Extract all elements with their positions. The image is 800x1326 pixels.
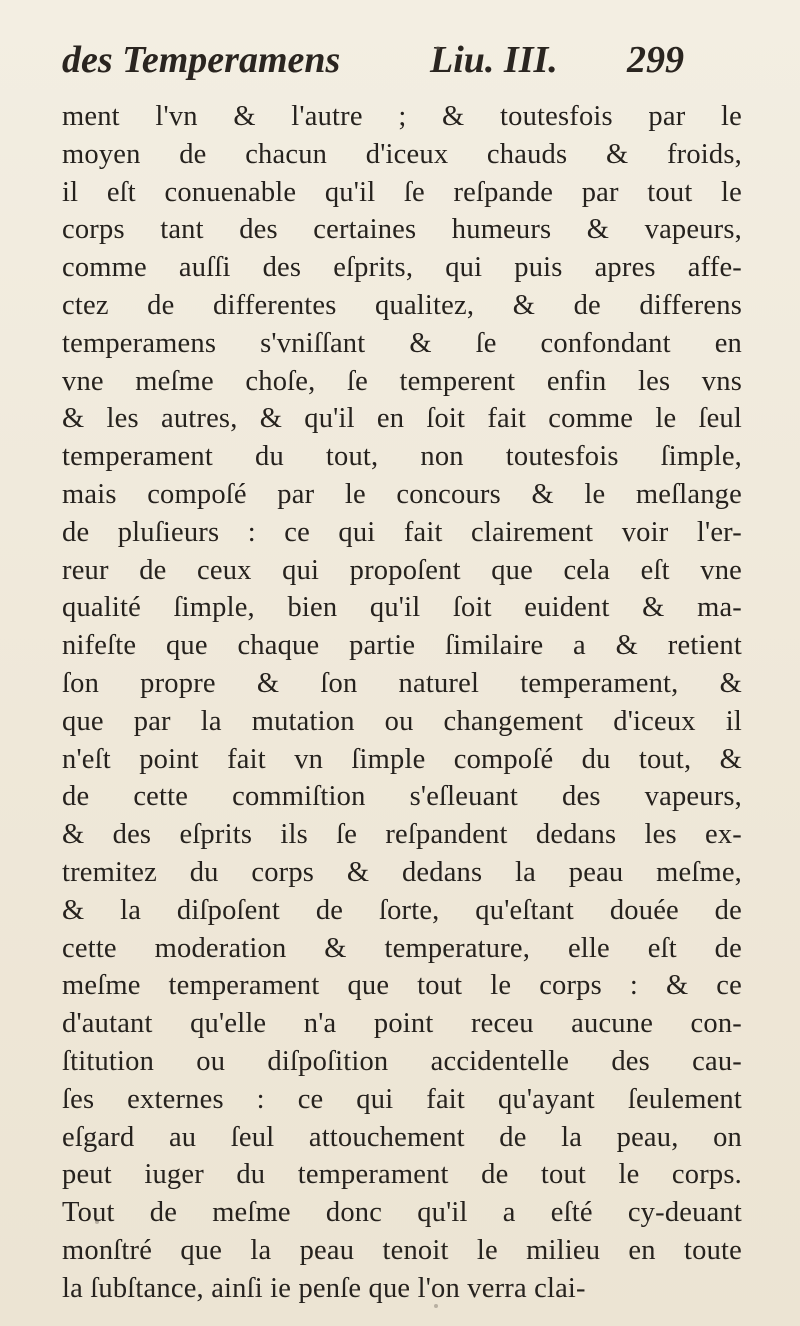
text-line: la ſubſtance, ainſi ie penſe que l'on verra clai- xyxy=(62,1272,586,1304)
text-line: qualité ſimple, bien qu'il ſoit euident & ma- xyxy=(62,592,742,624)
text-line: ctez de differentes qualitez, & de differens xyxy=(62,289,742,321)
running-title: des Temperamens xyxy=(62,39,341,81)
text-line: reur de ceux qui propoſent que cela eſt vne xyxy=(62,554,742,586)
text-line: moyen de chacun d'iceux chauds & froids, xyxy=(62,138,742,170)
text-line: ſon propre & ſon naturel temperament, & xyxy=(62,667,742,699)
text-line: eſgard au ſeul attouchement de la peau, on xyxy=(62,1121,742,1153)
text-line: ment l'vn & l'autre ; & toutesfois par le xyxy=(62,101,742,132)
text-line: de cette commiſtion s'eſleuant des vapeurs, xyxy=(62,781,742,813)
text-line: peut iuger du temperament de tout le corps. xyxy=(62,1159,742,1191)
text-line: temperament du tout, non toutesfois ſimple, xyxy=(62,441,742,473)
paper-speck xyxy=(95,1220,99,1224)
running-head xyxy=(62,38,722,98)
text-line: & les autres, & qu'il en ſoit fait comme le ſeul xyxy=(62,403,742,435)
text-line: mais compoſé par le concours & le meſlange xyxy=(62,478,742,510)
book-number: Liu. III. xyxy=(430,39,558,81)
text-line: comme auſſi des eſprits, qui puis apres affe- xyxy=(62,252,742,284)
text-line: d'autant qu'elle n'a point receu aucune con- xyxy=(62,1008,742,1040)
text-line: n'eſt point fait vn ſimple compoſé du tout, & xyxy=(62,743,742,775)
text-line: temperamens s'vniſſant & ſe confondant en xyxy=(62,327,742,359)
text-line: de pluſieurs : ce qui fait clairement voir l'er- xyxy=(62,516,742,548)
text-line: & des eſprits ils ſe reſpandent dedans les ex- xyxy=(62,819,742,851)
body-text xyxy=(62,98,742,1308)
text-line: que par la mutation ou changement d'iceux il xyxy=(62,705,742,737)
paper-speck xyxy=(434,1304,438,1308)
page-number: 299 xyxy=(627,39,684,81)
text-line: ſes externes : ce qui fait qu'ayant ſeulement xyxy=(62,1083,742,1115)
text-line: monſtré que la peau tenoit le milieu en toute xyxy=(62,1234,742,1266)
text-line: Tout de meſme donc qu'il a eſté cy-deuant xyxy=(62,1197,742,1229)
text-line: ſtitution ou diſpoſition accidentelle des cau- xyxy=(62,1045,742,1077)
text-line: tremitez du corps & dedans la peau meſme, xyxy=(62,856,742,888)
paper-speck xyxy=(436,46,440,50)
text-line: meſme temperament que tout le corps : & ce xyxy=(62,970,742,1002)
text-line: cette moderation & temperature, elle eſt de xyxy=(62,932,742,964)
paper-speck xyxy=(702,1176,705,1179)
text-line: il eſt conuenable qu'il ſe reſpande par tout le xyxy=(62,176,742,208)
text-line: corps tant des certaines humeurs & vapeurs, xyxy=(62,214,742,246)
text-line: nifeſte que chaque partie ſimilaire a & retient xyxy=(62,630,742,662)
text-line: & la diſpoſent de ſorte, qu'eſtant douée de xyxy=(62,894,742,926)
text-line: vne meſme choſe, ſe temperent enfin les vns xyxy=(62,365,742,397)
